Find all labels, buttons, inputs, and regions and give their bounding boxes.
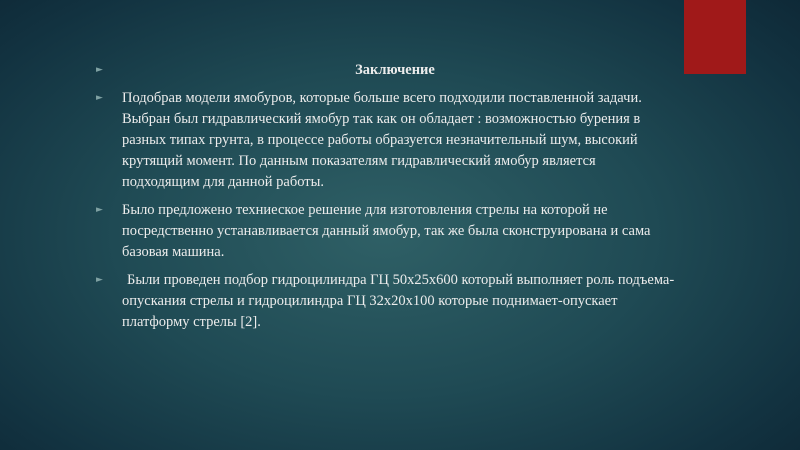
bullet-arrow-icon: ► xyxy=(96,275,103,285)
bullet-arrow-icon: ► xyxy=(96,93,103,103)
slide-content xyxy=(96,60,676,340)
paragraph-text: Подобрав модели ямобуров, которые больше всего подходили поставленной задачи. Выбран был гидравлический ямобур так как он обладает : возможностью бурения в разных типах грунта, в процессе работы образуется незначительный шум, высокий крутящий момент. По данным показателям гидравлический ямобур является подходящим для данной работы. xyxy=(122,90,642,190)
bullet-arrow-icon: ► xyxy=(96,65,103,75)
conclusion-heading-item xyxy=(96,60,676,81)
paragraph-text: Было предложено техниеское решение для изготовления стрелы на которой не посредственно устанавливается данный ямобур, так же была сконструирована и сама базовая машина. xyxy=(122,202,651,260)
bullet-paragraph xyxy=(96,270,676,333)
accent-bar xyxy=(684,0,746,74)
bullet-paragraph xyxy=(96,200,676,263)
bullet-arrow-icon: ► xyxy=(96,205,103,215)
bullet-paragraph xyxy=(96,88,676,193)
paragraph-text: Были проведен подбор гидроцилиндра ГЦ 50х25х600 который выполняет роль подъема-опускания стрелы и гидроцилиндра ГЦ 32х20х100 которые поднимает-опускает платформу стрелы [2]. xyxy=(122,272,675,330)
slide-title: Заключение xyxy=(355,62,435,78)
